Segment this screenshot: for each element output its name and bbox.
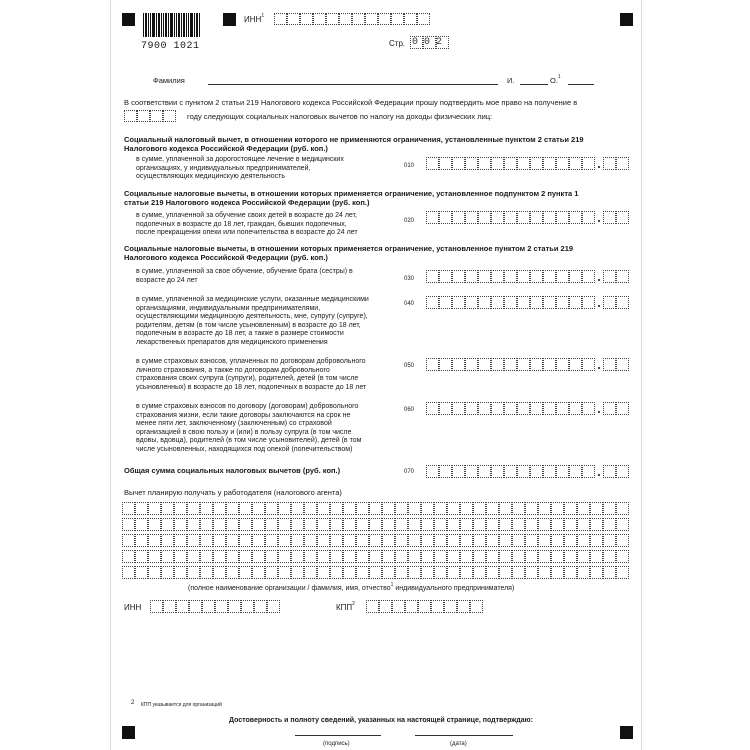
section2-heading: Социальные налоговые вычеты, в отношении которых применяется ограничение, установленное подпунктом 2 пункта 1 [124, 189, 579, 198]
section1-heading: Налогового кодекса Российской Федерации (руб. коп.) [124, 144, 328, 153]
row-060-description: в сумме страховых взносов по договору (договорам) добровольного страхования жизни, если такие договоры заключаются на срок не менее пяти лет, заключенному (заключенным) со страховой организацией в свою пользу и (или) в пользу супруга (в том числе вдовы, вдовца), родителей (в том числе усыновителей), детей (в том числе усыновленных, находящихся под опекой (попечительством) [136, 403, 362, 453]
amount-rub-input-030[interactable] [426, 270, 595, 283]
section3-heading: Социальные налоговые вычеты, в отношении которых применяется ограничение, установленное пунктом 2 статьи 219 [124, 244, 574, 253]
amount-kop-input-050[interactable] [603, 358, 629, 371]
initial-i-input[interactable] [520, 84, 548, 85]
row-020-description: в сумме, уплаченной за обучение своих детей в возрасте до 24 лет, подопечных в возрасте до 18 лет, граждан, бывших подопечных, после прекращения опеки или попечительства в возрасте до 24 лет [136, 212, 358, 237]
amount-rub-input-040[interactable] [426, 296, 595, 309]
amount-kop-input-030[interactable] [603, 270, 629, 283]
decimal-point [598, 474, 600, 476]
row-070-code: 070 [404, 469, 415, 475]
employer-inn-label: ИНН [124, 603, 142, 612]
section3-heading: Налогового кодекса Российской Федерации (руб. коп.) [124, 253, 328, 262]
intro-text: В соответствии с пунктом 2 статьи 219 Налогового кодекса Российской Федерации прошу подтвердить мое право на получение в [124, 98, 578, 107]
confirmation-text: Достоверность и полноту сведений, указанных на настоящей странице, подтверждаю: [229, 717, 533, 724]
footnote-number: 2 [131, 700, 135, 706]
amount-kop-input-060[interactable] [603, 402, 629, 415]
initial-o-input[interactable] [568, 84, 594, 85]
employer-inn-input[interactable] [150, 600, 280, 613]
page-label: Стр. [389, 39, 406, 48]
employer-name-input-row[interactable] [122, 518, 629, 531]
amount-kop-input-020[interactable] [603, 211, 629, 224]
row-030-description: в сумме, уплаченной за свое обучение, обучение брата (сестры) в возрасте до 24 лет [136, 268, 353, 284]
barcode [143, 13, 201, 37]
amount-rub-input-020[interactable] [426, 211, 595, 224]
kpp-label: КПП$^2$ [336, 601, 355, 612]
registration-marker-top-mid [223, 13, 236, 26]
date-caption: (дата) [450, 741, 467, 747]
decimal-point [598, 220, 600, 222]
initial-o-label: О.$^1$ [550, 74, 561, 85]
decimal-point [598, 305, 600, 307]
amount-rub-input-050[interactable] [426, 358, 595, 371]
intro-text-2: году следующих социальных налоговых вычетов по налогу на доходы физических лиц: [187, 112, 493, 121]
row-030-code: 030 [404, 276, 415, 282]
section1-heading: Социальный налоговый вычет, в отношении которого не применяются ограничения, установленные пунктом 2 статьи 219 [124, 135, 584, 144]
barcode-number: 7900 1021 [141, 41, 200, 52]
amount-kop-input-040[interactable] [603, 296, 629, 309]
registration-marker-top-right [620, 13, 633, 26]
amount-rub-input-070[interactable] [426, 465, 595, 478]
registration-marker-bottom-left [122, 726, 135, 739]
footnote-text: КПП указывается для организаций [141, 702, 222, 708]
row-040-description: в сумме, уплаченной за медицинские услуги, оказанные медицинскими организациями, индивидуальными предпринимателями, осуществляющими медицинскую деятельность, мне, супругу (супруге), родителям, детям (в том числе усыновленным) в возрасте до 18 лет, подопечным в возрасте до 18 лет, а также в размере стоимости лекарственных препаратов для медицинского применения [136, 296, 369, 346]
signature-line[interactable] [295, 735, 381, 736]
inn-label: ИНН$^1$ [244, 13, 265, 24]
row-040-code: 040 [404, 301, 415, 307]
row-060-code: 060 [404, 407, 415, 413]
row-050-description: в сумме страховых взносов, уплаченных по договорам добровольного личного страхования, а также по договорам добровольного страхования своих супруга (супруги), родителей, детей (в том числе усыновленных) в возрасте до 18 лет, подопечных в возрасте до 18 лет [136, 358, 367, 391]
initial-i-label: И. [507, 76, 515, 85]
decimal-point [598, 279, 600, 281]
row-010-description: в сумме, уплаченной за дорогостоящее лечение в медицинских организациях, у индивидуальных предпринимателей, осуществляющих медицинскую деятельность [136, 156, 344, 181]
page-number-value: 002 [412, 37, 449, 48]
employer-label: Вычет планирую получать у работодателя (налогового агента) [124, 488, 342, 497]
employer-name-input-row[interactable] [122, 534, 629, 547]
employer-name-input-row[interactable] [122, 502, 629, 515]
row-010-code: 010 [404, 163, 415, 169]
employer-caption: (полное наименование организации / фамилия, имя, отчество$^1$ индивидуального предпринимателя) [188, 582, 515, 592]
kpp-input[interactable] [366, 600, 483, 613]
amount-kop-input-070[interactable] [603, 465, 629, 478]
row-050-code: 050 [404, 363, 415, 369]
year-input[interactable] [124, 110, 176, 122]
registration-marker-bottom-right [620, 726, 633, 739]
row-020-code: 020 [404, 218, 415, 224]
decimal-point [598, 166, 600, 168]
surname-label: Фамилия [153, 76, 185, 85]
date-line[interactable] [415, 735, 513, 736]
decimal-point [598, 367, 600, 369]
section2-heading: статьи 219 Налогового кодекса Российской Федерации (руб. коп.) [124, 198, 370, 207]
amount-kop-input-010[interactable] [603, 157, 629, 170]
signature-caption: (подпись) [323, 741, 350, 747]
employer-name-input-row[interactable] [122, 566, 629, 579]
amount-rub-input-010[interactable] [426, 157, 595, 170]
decimal-point [598, 411, 600, 413]
employer-name-input-row[interactable] [122, 550, 629, 563]
amount-rub-input-060[interactable] [426, 402, 595, 415]
inn-input[interactable] [274, 13, 430, 25]
surname-input[interactable] [208, 84, 498, 85]
total-label: Общая сумма социальных налоговых вычетов (руб. коп.) [124, 466, 341, 475]
registration-marker-top-left [122, 13, 135, 26]
